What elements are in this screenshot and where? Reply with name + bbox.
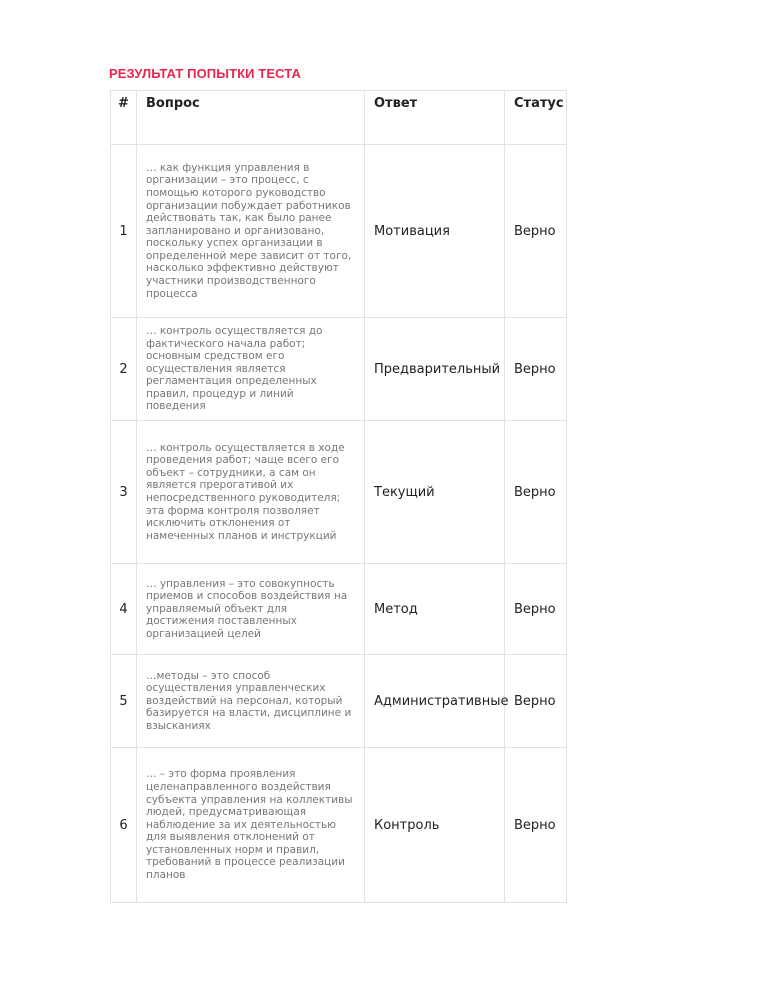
status-text: Верно xyxy=(505,318,567,421)
table-header-row xyxy=(111,91,567,145)
question-text: …методы – это способ осуществления управленческих воздействий на персонал, который базируется на власти, дисциплине и взысканиях xyxy=(137,655,365,748)
row-number: 5 xyxy=(111,655,137,748)
status-text: Верно xyxy=(505,748,567,903)
question-text: … управления – это совокупность приемов и способов воздействия на управляемый объект для достижения поставленных организацией целей xyxy=(137,564,365,655)
answer-text: Контроль xyxy=(365,748,505,903)
table-row xyxy=(111,564,567,655)
table-row xyxy=(111,655,567,748)
table-row xyxy=(111,318,567,421)
status-text: Верно xyxy=(505,564,567,655)
question-text: … – это форма проявления целенаправленного воздействия субъекта управления на коллективы людей, предусматривающая наблюдение за их деятельностью для выявления отклонений от установленных норм и правил, требований в процессе реализации планов xyxy=(137,748,365,903)
status-text: Верно xyxy=(505,655,567,748)
status-text: Верно xyxy=(505,145,567,318)
question-text: … контроль осуществляется до фактического начала работ; основным средством его осуществления является регламентация определенных правил, процедур и линий поведения xyxy=(137,318,365,421)
row-number: 6 xyxy=(111,748,137,903)
status-text: Верно xyxy=(505,421,567,564)
row-number: 1 xyxy=(111,145,137,318)
column-header-answer: Ответ xyxy=(365,91,505,145)
table-row xyxy=(111,748,567,903)
row-number: 4 xyxy=(111,564,137,655)
answer-text: Текущий xyxy=(365,421,505,564)
answer-text: Предварительный xyxy=(365,318,505,421)
results-table xyxy=(110,90,567,903)
answer-text: Мотивация xyxy=(365,145,505,318)
row-number: 2 xyxy=(111,318,137,421)
column-header-number: # xyxy=(111,91,137,145)
question-text: … как функция управления в организации – это процесс, с помощью которого руководство организации побуждает работников действовать так, как было ранее запланировано и организовано, поскольку успех организации в определенной мере зависит от того, насколько эффективно действуют участники производственного процесса xyxy=(137,145,365,318)
column-header-status: Статус xyxy=(505,91,567,145)
row-number: 3 xyxy=(111,421,137,564)
column-header-question: Вопрос xyxy=(137,91,365,145)
answer-text: Метод xyxy=(365,564,505,655)
question-text: … контроль осуществляется в ходе проведения работ; чаще всего его объект – сотрудники, а сам он является прерогативой их непосредственного руководителя; эта форма контроля позволяет исключить отклонения от намеченных планов и инструкций xyxy=(137,421,365,564)
answer-text: Административные xyxy=(365,655,505,748)
table-row xyxy=(111,145,567,318)
table-row xyxy=(111,421,567,564)
page-title: РЕЗУЛЬТАТ ПОПЫТКИ ТЕСТА xyxy=(109,66,301,81)
